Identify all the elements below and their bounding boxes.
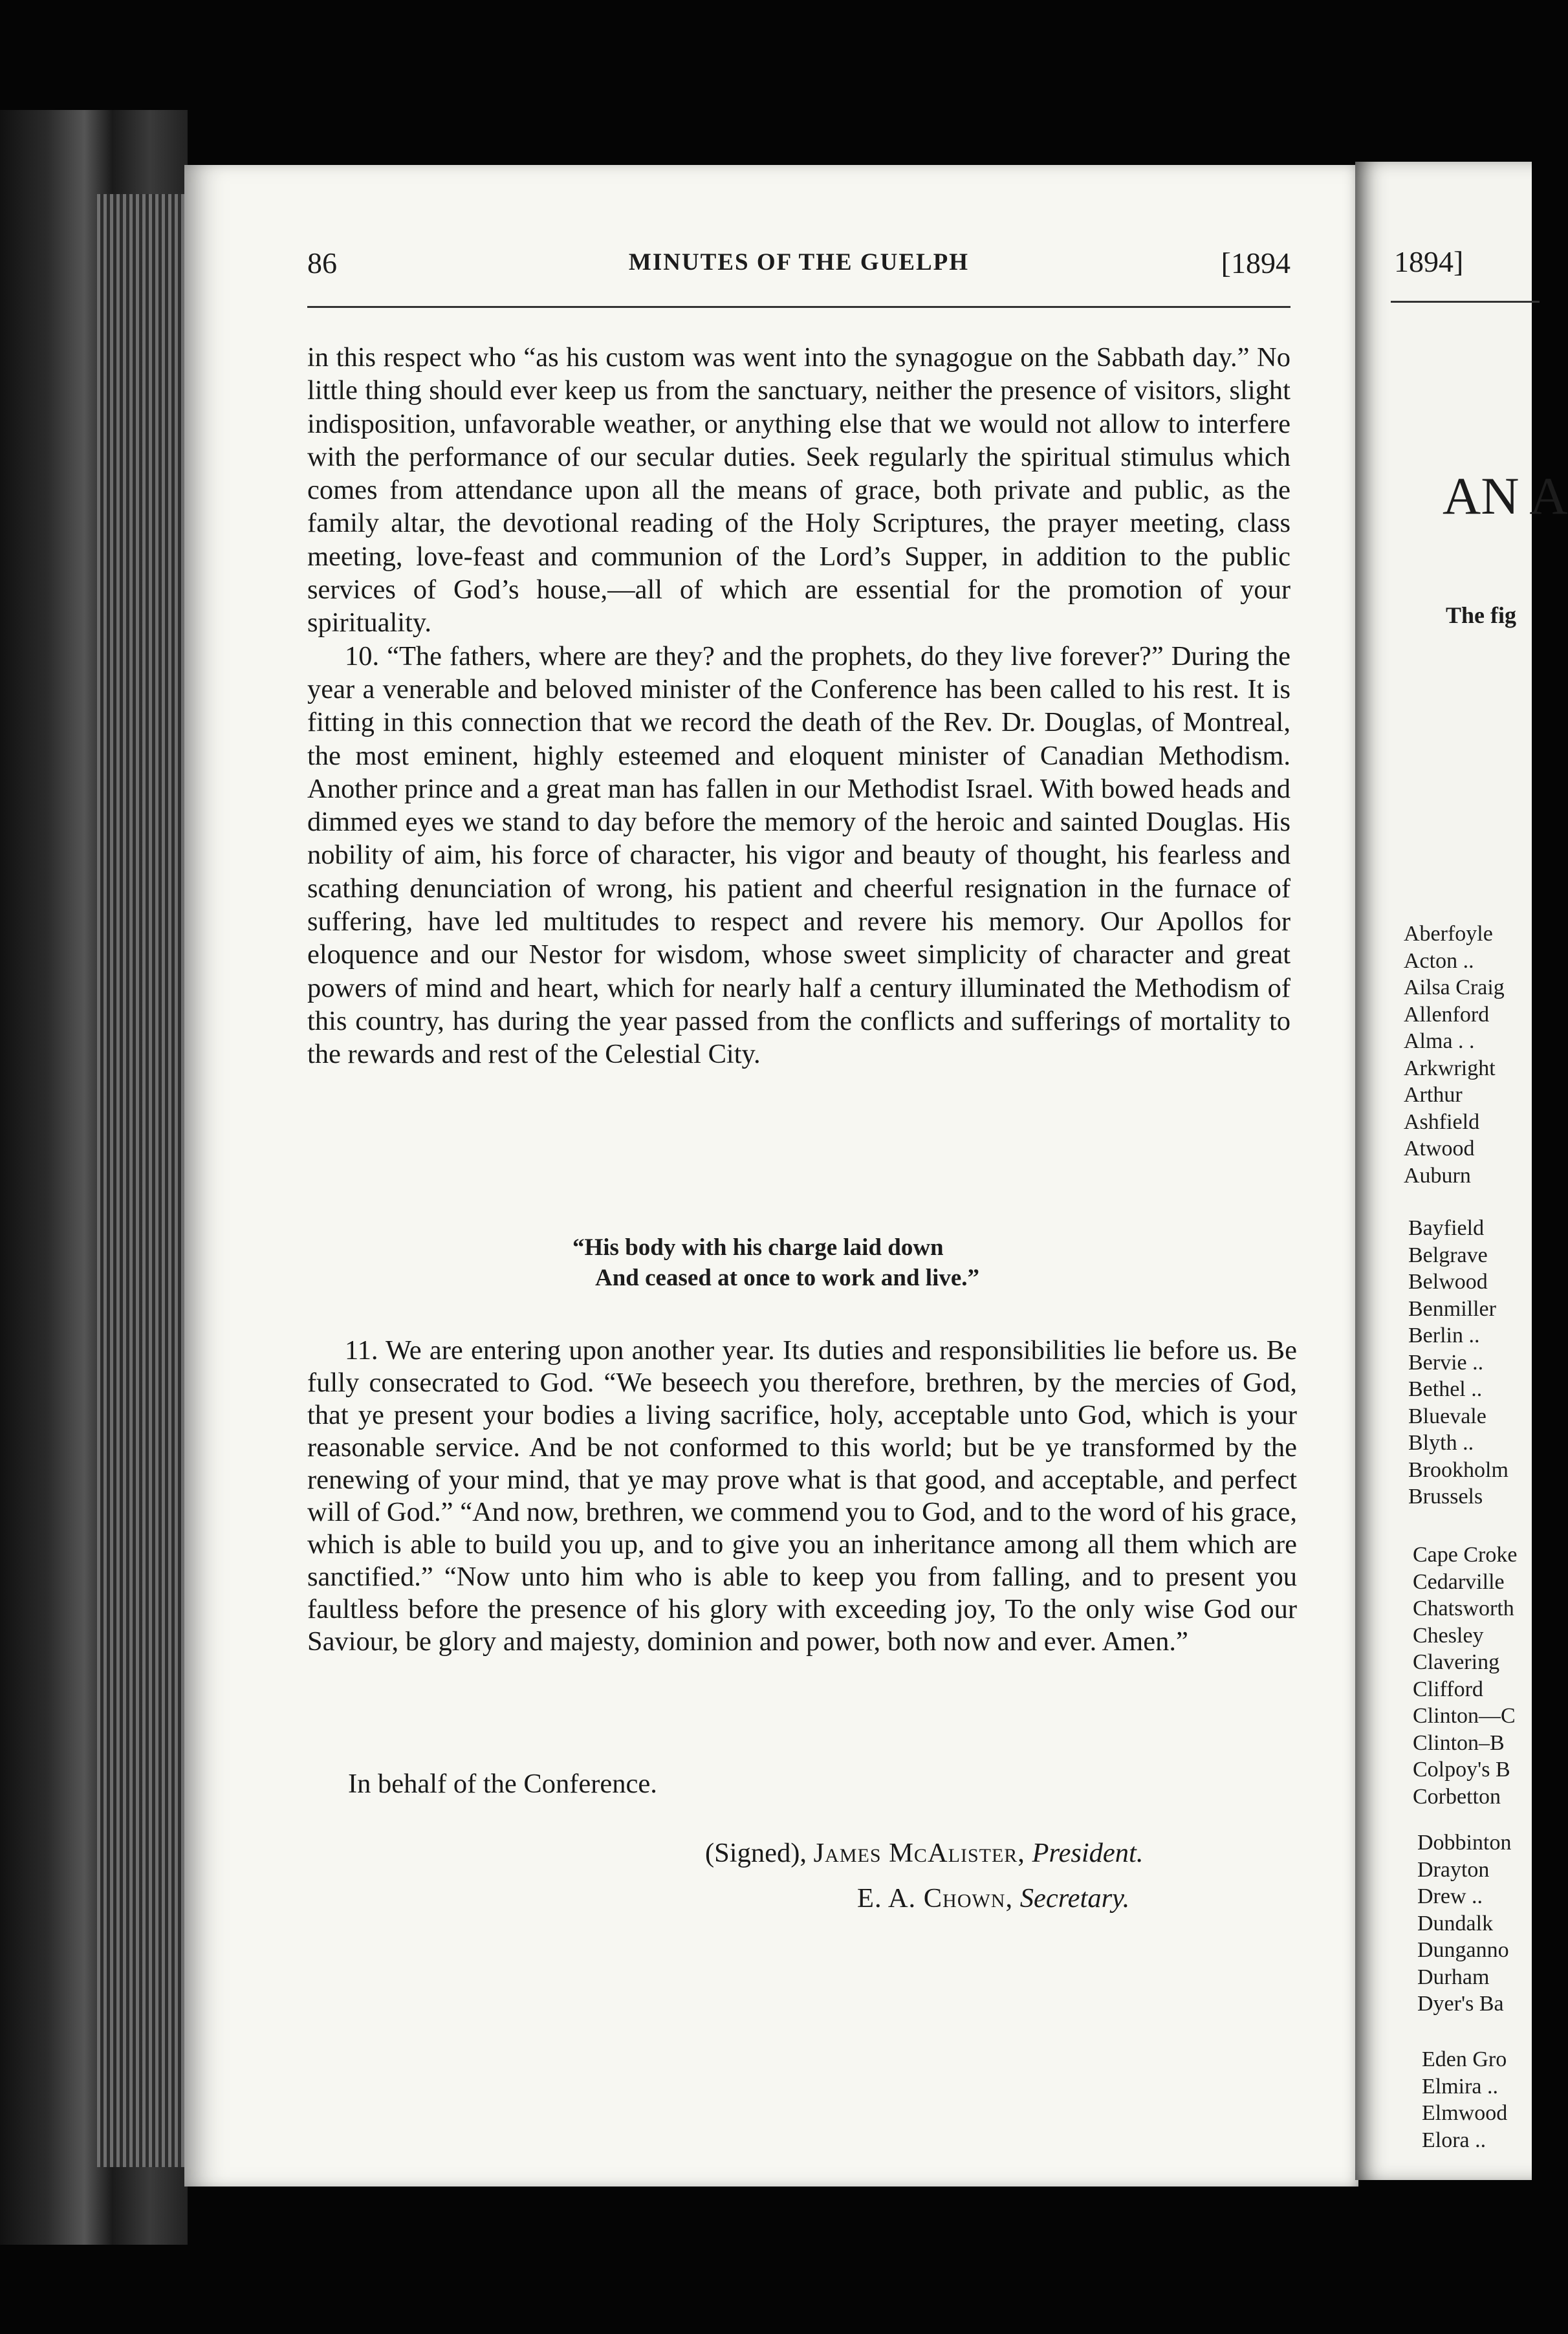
page-number: 86 (307, 246, 337, 279)
place-name: Auburn (1404, 1163, 1471, 1188)
signature-secretary (857, 1882, 1129, 1914)
running-head (307, 246, 1290, 291)
place-name: Corbetton (1413, 1784, 1501, 1809)
president-name: James McAlister, (813, 1838, 1025, 1868)
verse-quote (572, 1232, 1284, 1293)
place-name: Ailsa Craig (1404, 976, 1505, 999)
place-list (1355, 162, 1532, 2180)
right-page-heading: AN A (1443, 466, 1568, 525)
secretary-name: E. A. Chown, (857, 1883, 1014, 1914)
place-name: Dyer's Ba (1417, 1992, 1504, 2016)
place-name: Berlin .. (1408, 1324, 1480, 1347)
place-name: Dundalk (1417, 1911, 1494, 1936)
place-name: Dunganno (1417, 1938, 1509, 1962)
place-name: Colpoy's B (1413, 1758, 1510, 1782)
president-title: President. (1032, 1838, 1144, 1868)
paragraph-10: 10. “The fathers, where are they? and the prophets, do they live forever?” During the year a venerable and beloved minister of the Conference has been called to his rest. It is fitting in this connection that we record the death of the Rev. Dr. Douglas, of Montreal, the most eminent, highly esteemed and eloquent minister of Canadian Methodism. Another prince and a great man has fallen in our Methodist Israel. With bowed heads and dimmed eyes we stand to day before the memory of the heroic and sainted Douglas. His nobility of aim, his force of character, his vigor and beauty of thought, his fearless and scathing denunciation of wrong, his patient and cheerful resignation in the furnace of suffering, have led multitudes to respect and revere his memory. Our Apollos for eloquence and our Nestor for wisdom, whose sweet simplicity of character and great powers of mind and heart, which for nearly half a century illuminated the Methodism of this country, has during the year passed from the conflicts and sufferings of mortality to the rewards and rest of the Celestial City. (307, 640, 1290, 1070)
place-name: Elora .. (1422, 2128, 1486, 2152)
place-name: Ashfield (1404, 1109, 1480, 1134)
place-name: Allenford (1404, 1002, 1490, 1027)
place-name: Dobbinton (1417, 1831, 1512, 1855)
place-name: Chesley (1413, 1623, 1484, 1648)
place-name: Clinton–B (1413, 1730, 1505, 1755)
verse-line-1: “His body with his charge laid down (572, 1234, 944, 1261)
place-name: Aberfoyle (1404, 922, 1493, 946)
signature-president (705, 1837, 1143, 1869)
place-name: Clavering (1413, 1650, 1500, 1674)
place-name: Atwood (1404, 1137, 1475, 1161)
secretary-title: Secretary. (1019, 1883, 1130, 1914)
place-name: Chatsworth (1413, 1597, 1514, 1620)
place-name: Benmiller (1408, 1296, 1496, 1321)
place-name: Bethel .. (1408, 1377, 1483, 1401)
place-name: Brussels (1408, 1485, 1483, 1509)
right-page-year: 1894] (1394, 245, 1464, 278)
place-name: Bervie .. (1408, 1350, 1484, 1375)
place-name: Alma . . (1404, 1029, 1475, 1053)
place-name: Cedarville (1413, 1569, 1505, 1594)
place-name: Arthur (1404, 1083, 1463, 1107)
place-name: Eden Gro (1422, 2047, 1507, 2071)
running-year: [1894 (1221, 246, 1290, 279)
place-name: Drew .. (1417, 1884, 1483, 1908)
place-name: Blyth .. (1408, 1431, 1474, 1455)
running-title: MINUTES OF THE GUELPH (628, 249, 970, 276)
page-edges (97, 194, 188, 2167)
signed-label: (Signed), (705, 1838, 807, 1868)
place-name: Durham (1417, 1965, 1490, 1989)
place-name: Elmira .. (1422, 2074, 1499, 2099)
body-text (307, 341, 1290, 1071)
left-page (184, 165, 1358, 2187)
right-page-subheading: The fig (1446, 602, 1517, 628)
place-name: Cape Croke (1413, 1543, 1518, 1567)
place-name: Clinton—C (1413, 1704, 1516, 1728)
place-name: Clifford (1413, 1677, 1483, 1701)
verse-line-2: And ceased at once to work and live.” (595, 1265, 980, 1291)
place-name: Elmwood (1422, 2101, 1508, 2125)
place-name: Belgrave (1408, 1243, 1488, 1267)
header-rule (307, 306, 1290, 308)
place-name: Arkwright (1404, 1056, 1496, 1080)
paragraph-11: 11. We are entering upon another year. Its duties and responsibilities lie before us. Be fully consecrated to God. “We beseech you therefore, brethren, by the mercies of God, that ye present your bodies a living sacrifice, holy, acceptable unto God, which is your reasonable service. And be not conformed to this world; but be ye transformed by the renewing of your mind, that ye may prove what is that good, and acceptable, and perfect will of God.” “And now, brethren, we commend you to God, and to the word of his grace, which is able to build you up, and to give you an inheritance among all them which are sanctified.” “Now unto him who is able to keep you from falling, and to present you faultless before the presence of his glory with exceeding joy, To the only wise God our Saviour, be glory and majesty, dominion and power, both now and ever. Amen.” (307, 1335, 1297, 1657)
right-page (1355, 162, 1568, 2180)
place-name: Acton .. (1404, 948, 1474, 973)
place-name: Bayfield (1408, 1216, 1485, 1240)
place-name: Drayton (1417, 1857, 1490, 1882)
closing-line: In behalf of the Conference. (348, 1769, 657, 1799)
place-name: Brookholm (1408, 1457, 1508, 1482)
place-name: Bluevale (1408, 1404, 1486, 1428)
place-name: Belwood (1408, 1270, 1488, 1294)
paragraph-9-continued: in this respect who “as his custom was went into the synagogue on the Sabbath day.” No little thing should ever keep us from the sanctuary, neither the presence of visitors, slight indisposition, unfavorable weather, or anything else that we would not allow to interfere with the performance of our secular duties. Seek regularly the spiritual stimulus which comes from attendance upon all the means of grace, both private and public, as the family altar, the devotional reading of the Holy Scriptures, the prayer meeting, class meeting, love-feast and communion of the Lord’s Supper, in addition to the public services of God’s house,—all of which are essential for the promotion of your spirituality. (307, 342, 1290, 638)
